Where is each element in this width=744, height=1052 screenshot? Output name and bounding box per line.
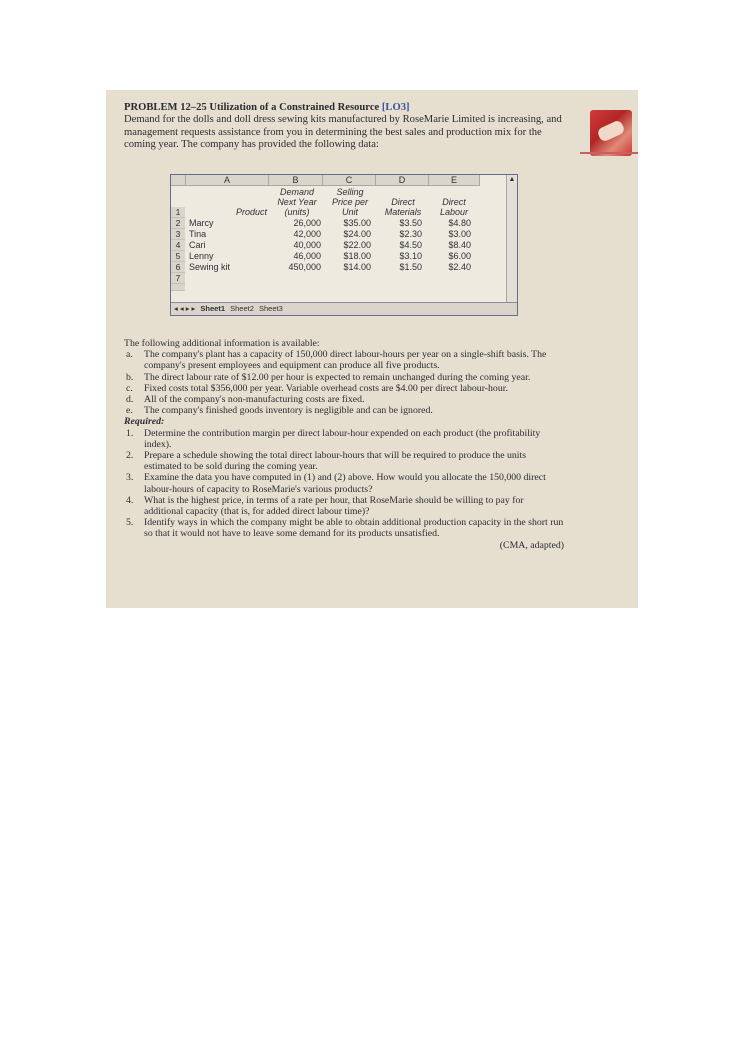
cell-price: $24.00 [343,229,371,239]
row-number: 7 [171,273,185,284]
cell-price: $18.00 [343,251,371,261]
cell-product: Cari [189,240,206,250]
tab-sheet3[interactable]: Sheet3 [258,304,283,313]
row-number: 1 [171,207,185,218]
cell-demand: 26,000 [293,218,321,228]
additional-info-lead: The following additional information is available: [124,338,320,349]
info-item: d. All of the company's non-manufacturing costs are fixed. [126,394,365,406]
cell-materials: $1.50 [399,262,422,272]
problem-title: PROBLEM 12–25 Utilization of a Constrained Resource [124,102,380,113]
source-note: (CMA, adapted) [499,539,564,551]
required-item: 4. What is the highest price, in terms of a rate per hour, that RoseMarie should be willing to pay for additional capacity (that is, for added direct labour time)? [126,494,524,518]
row-number-blank [171,284,185,291]
cell-demand: 450,000 [288,262,321,272]
header-price: Selling Price per Unit [331,187,368,217]
required-item: 1. Determine the contribution margin per direct labour-hour expended on each product (the profitability index). [126,427,541,450]
required-item: 5. Identify ways in which the company might be able to obtain additional production capacity in the short run so that it would not have to leave some demand for its products unsatisfied. [126,517,564,540]
cell-price: $22.00 [343,240,371,250]
cell-product: Lenny [189,251,214,261]
required-item: 3. Examine the data you have computed in (1) and (2) above. How would you allocate the 150,000 direct labour-hours of capacity to RoseMarie's various products? [126,472,546,495]
problem-header [124,102,564,152]
cell-demand: 40,000 [293,240,321,250]
decorative-rule [580,152,638,154]
info-item: b. The direct labour rate of $12.00 per hour is expected to remain unchanged during the coming year. [126,371,531,383]
cell-materials: $4.50 [399,240,422,250]
cell-materials: $3.50 [399,218,422,228]
cell-product: Marcy [189,218,214,228]
cell-demand: 42,000 [293,229,321,239]
column-header-a: A [186,175,269,186]
sheet-nav-arrows-icon[interactable]: ◂ ◂ ▸ ▸ [174,304,196,313]
cell-labour: $2.40 [448,262,471,272]
tab-sheet2[interactable]: Sheet2 [230,304,254,313]
cell-product: Sewing kit [189,262,231,272]
decorative-doll-image [590,110,632,156]
lo-tag: [LO3] [381,102,410,113]
problem-intro: Demand for the dolls and doll dress sewing kits manufactured by RoseMarie Limited is increasing, and management requests assistance from you in determining the best sales and production mix for the coming year. The company has provided the following data: [124,114,562,151]
row-number: 5 [171,251,185,262]
spreadsheet [170,174,518,316]
cell-demand: 46,000 [293,251,321,261]
cell-labour: $8.40 [448,240,471,250]
required-item: 2. Prepare a schedule showing the total direct labour-hours that will be required to produce the units estimated to be sold during the coming year. [126,450,527,473]
corner-cell [171,175,186,186]
header-labour: Direct Labour [439,197,469,217]
row-number: 6 [171,262,185,273]
header-product: Product [235,207,267,217]
column-header-c: C [323,175,376,186]
required-heading: Required: [124,416,165,428]
cell-product: Tina [189,229,207,239]
cell-price: $35.00 [343,218,371,228]
cell-labour: $6.00 [448,251,471,261]
cell-materials: $2.30 [399,229,422,239]
header-demand: Demand Next Year (units) [277,187,317,217]
cell-price: $14.00 [343,262,371,272]
sheet-tab-bar [171,302,517,315]
cell-labour: $3.00 [448,229,471,239]
tab-sheet1[interactable]: Sheet1 [200,304,226,313]
row-number: 3 [171,229,185,240]
header-materials: Direct Materials [384,197,422,217]
column-header-b: B [269,175,323,186]
row-number: 4 [171,240,185,251]
vertical-scrollbar[interactable] [506,175,517,302]
column-header-e: E [429,175,480,186]
info-item: c. Fixed costs total $356,000 per year. Variable overhead costs are $4.00 per direct labour-hour. [126,382,508,394]
row-number: 2 [171,218,185,229]
textbook-page-photo [106,90,638,608]
info-item: e. The company's finished goods inventory is negligible and can be ignored. [126,405,433,417]
column-header-d: D [376,175,429,186]
problem-body [124,338,564,551]
cell-labour: $4.80 [448,218,471,228]
cell-materials: $3.10 [399,251,422,261]
info-item: a. The company's plant has a capacity of 150,000 direct labour-hours per year on a single-shift basis. The company's present employees and equipment can produce all five products. [126,349,547,372]
scroll-up-icon[interactable]: ▲ [508,176,516,183]
